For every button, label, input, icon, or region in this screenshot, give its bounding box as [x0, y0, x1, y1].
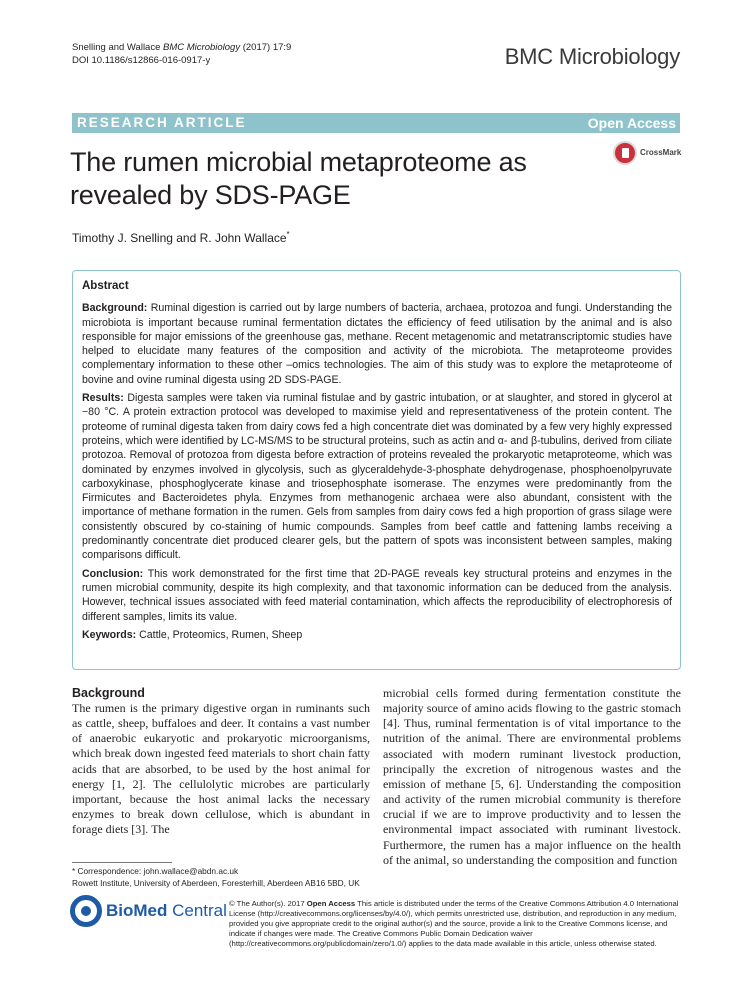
abstract-results [82, 391, 672, 563]
corresponding-author-mark: * [286, 230, 290, 239]
abstract-conclusion [82, 567, 672, 624]
body-text-left: The rumen is the primary digestive organ in ruminants such as cattle, sheep, buffaloes and deer. It contains a vast number of anaerobic eukaryotic and prokaryotic microorganisms, which break down ingested feed materials to short chain fatty acids that are absorbed, to be used by the host animal for energy [1, 2]. The cellulolytic microbes are particularly important, because the host animal lacks the necessary enzymes to break down cellulose, which is abundant in forage diets [3]. The [72, 701, 370, 837]
abstract-background [82, 301, 672, 387]
crossmark-icon [613, 141, 637, 165]
citation [72, 41, 291, 67]
copyright: © The Author(s). 2017 [229, 899, 307, 908]
article-title: The rumen microbial metaproteome as revealed by SDS-PAGE [70, 147, 527, 210]
biomed-central-logo [70, 895, 227, 929]
crossmark-label: CrossMark [640, 148, 682, 157]
body-column-right [383, 686, 681, 868]
open-access-label: Open Access [587, 115, 676, 131]
results-text: Digesta samples were taken via ruminal fistulae and by gastric intubation, or at slaughter, and stored in glycerol at −80 °C. A protein extraction protocol was developed to maximise yield and representativeness of the protein content. The proteome of ruminal digesta taken from dairy cows fed a high concentrate diet was dominated by a few very highly expressed proteins, which were identified by LC-MS/MS to be structural proteins, such as actin and α- and β-tubulins, derived from ciliate protozoa. Removal of protozoa from digesta before extraction of proteins revealed the prokaryotic metaproteome, which was dominated by enzymes involved in glycolysis, such as glyceraldehyde-3-phosphate dehydrogenase, phosphoenolpyruvate carboxykinase, phosphoglycerate kinase and triosephosphate isomerase. The enzymes were predominantly from the Firmicutes and Bacteroidetes phyla. Enzymes from methanogenic archaea were also abundant, consistent with the importance of methane formation in the rumen. Gels from samples from dairy cows fed a high proportion of grass silage were consistently obscured by co-staining of humic compounds. Samples from beef cattle and fattening lambs receiving a predominantly concentrate diet produced clearer gels, but the pattern of spots was inconsistent between samples, making comparisons difficult. [82, 392, 672, 562]
authors [72, 230, 290, 245]
doi[interactable]: DOI 10.1186/s12866-016-0917-y [72, 55, 211, 66]
abstract-keywords [82, 628, 672, 642]
license-text: This article is distributed under the terms of the Creative Commons Attribution 4.0 International License (http://creativecommons.org/licenses/by/4.0/), which permits unrestricted use, distribution, and reproduction in any medium, provided you give appropriate credit to the original author(s) and the source, provide a link to the Creative Commons license, and indicate if changes were made. The Creative Commons Public Domain Dedication waiver (http://creativecommons.org/publicdomain/zero/1.0/) applies to the data made available in this article, unless otherwise stated. [229, 899, 679, 949]
conclusion-label: Conclusion: [82, 567, 144, 580]
author-names: Timothy J. Snelling and R. John Wallace [72, 231, 287, 245]
license-open-access: Open Access [306, 899, 356, 908]
abstract-heading: Abstract [82, 280, 129, 292]
results-label: Results: [82, 392, 124, 405]
logo-bio: BioMed [106, 901, 168, 920]
footnote [72, 866, 360, 889]
conclusion-text: This work demonstrated for the first time that 2D-PAGE reveals key structural proteins and enzymes in the rumen microbial community, despite its high complexity, and that taxonomic information can be deduced from the analysis. However, technical issues associated with feed material contamination, which affects the reproducibility of electrophoresis of different samples, limits its value. [82, 567, 672, 623]
article-type-banner [72, 113, 680, 133]
background-text: Ruminal digestion is carried out by large numbers of bacteria, archaea, protozoa and fungi. Understanding the microbiota is important because ruminal fermentation dictates the efficiency of feed utilisation by the animal and is also responsible for major emissions of the greenhouse gas, methane. Recent metagenomic and metatranscriptomic studies have helped to elucidate many features of the composition and activity of the microbiota. The metaproteome provides complementary information to these other –omics technologies. The aim of this study was to explore the metaproteome of bovine and ovine ruminal digesta using 2D SDS-PAGE. [82, 302, 672, 386]
correspondence: * Correspondence: john.wallace@abdn.ac.uk [72, 866, 239, 876]
biomed-central-icon [70, 895, 102, 927]
body-text-right: microbial cells formed during fermentation constitute the majority source of amino acids flowing to the gastric stomach [4]. Thus, ruminal fermentation is of vital importance to the nutrition of the animal. There are environmental problems associated with modern ruminant livestock production, principally the excretion of nitrogenous wastes and the emission of methane [5, 6]. Understanding the composition and activity of the rumen microbial community is therefore crucial if we are to improve productivity and to lessen the environmental impact associated with ruminant livestock. Furthermore, the rumen has a major influence on the health of the animal, so understanding the composition and function [383, 686, 681, 867]
footnote-divider [72, 862, 172, 863]
section-heading-background: Background [72, 686, 145, 700]
logo-central: Central [167, 901, 227, 920]
journal-name: BMC Microbiology [504, 44, 680, 69]
background-label: Background: [82, 302, 148, 315]
citation-volume: (2017) 17:9 [240, 42, 292, 53]
citation-journal: BMC Microbiology [163, 42, 241, 53]
keywords-label: Keywords: [82, 628, 137, 641]
abstract-box [72, 270, 681, 670]
keywords-text: Cattle, Proteomics, Rumen, Sheep [136, 628, 303, 641]
affiliation: Rowett Institute, University of Aberdeen, Foresterhill, Aberdeen AB16 5BD, UK [72, 877, 360, 888]
crossmark-badge[interactable] [613, 141, 688, 173]
article-type: RESEARCH ARTICLE [77, 115, 247, 130]
body-column-left [72, 686, 370, 837]
citation-authors: Snelling and Wallace [72, 42, 164, 53]
license-notice [229, 899, 681, 949]
